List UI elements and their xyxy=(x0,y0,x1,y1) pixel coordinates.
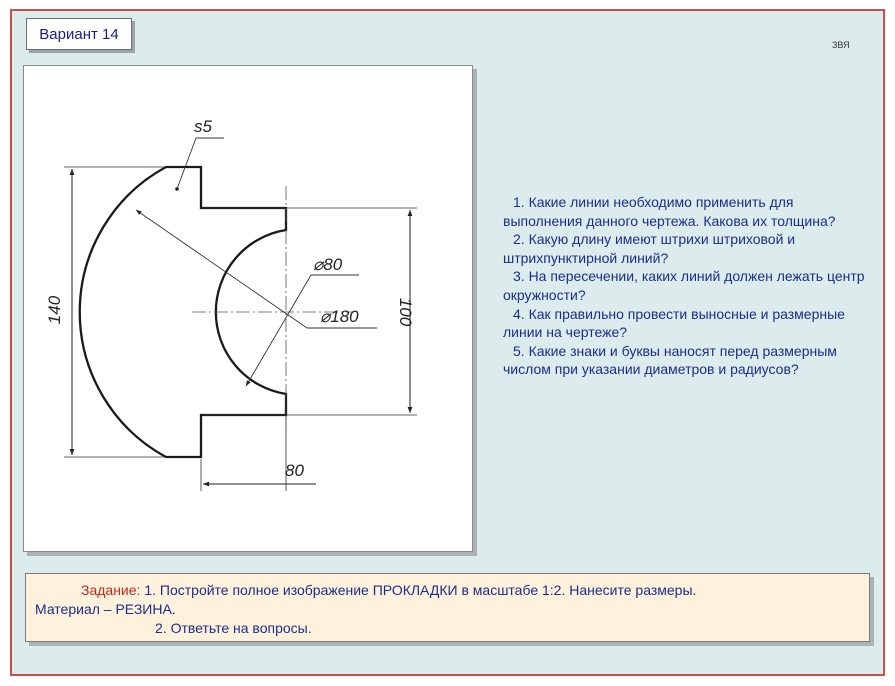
task-line-1-text: 1. Постройте полное изображение ПРОКЛАДКИ в масштабе 1:2. Нанесите размеры. xyxy=(140,582,697,598)
task-line-3: 2. Ответьте на вопросы. xyxy=(155,620,312,636)
question-item: 5. Какие знаки и буквы наносят перед размерным числом при указании диаметров и радиусов? xyxy=(503,342,837,378)
variant-text: Вариант 14 xyxy=(39,25,119,43)
thickness-label: s5 xyxy=(194,117,212,136)
step-width-label: 80 xyxy=(285,461,304,480)
outer-diameter-leader xyxy=(136,210,307,328)
inner-diameter-leader xyxy=(246,275,311,386)
question-item: 4. Как правильно провести выносные и размерные линии на чертеже? xyxy=(503,305,845,341)
gasket-outline xyxy=(80,167,286,457)
task-box xyxy=(25,573,870,642)
thickness-leader xyxy=(177,138,196,189)
task-line-2: Материал – РЕЗИНА. xyxy=(35,601,176,617)
height-overall-label: 140 xyxy=(45,295,64,325)
task-label: Задание: xyxy=(81,582,141,598)
outer-diameter-label: ⌀180 xyxy=(320,307,359,326)
task-line-1 xyxy=(35,581,861,600)
questions-list xyxy=(503,193,865,379)
gasket-drawing xyxy=(24,66,472,551)
question-item: 2. Какую длину имеют штрихи штриховой и штрихпунктирной линий? xyxy=(503,231,796,266)
inner-diameter-label: ⌀80 xyxy=(313,255,343,274)
drawing-panel xyxy=(23,65,473,552)
question-item: 3. На пересечении, каких линий должен лежать центр окружности? xyxy=(503,268,865,303)
variant-label xyxy=(26,18,132,50)
flat-height-label: 100 xyxy=(396,297,415,327)
author-mark: ЗВЯ xyxy=(832,40,850,50)
thickness-dot xyxy=(175,187,179,191)
question-item: 1. Какие линии необходимо применить для выполнения данного чертежа. Какова их толщина? xyxy=(503,194,836,229)
